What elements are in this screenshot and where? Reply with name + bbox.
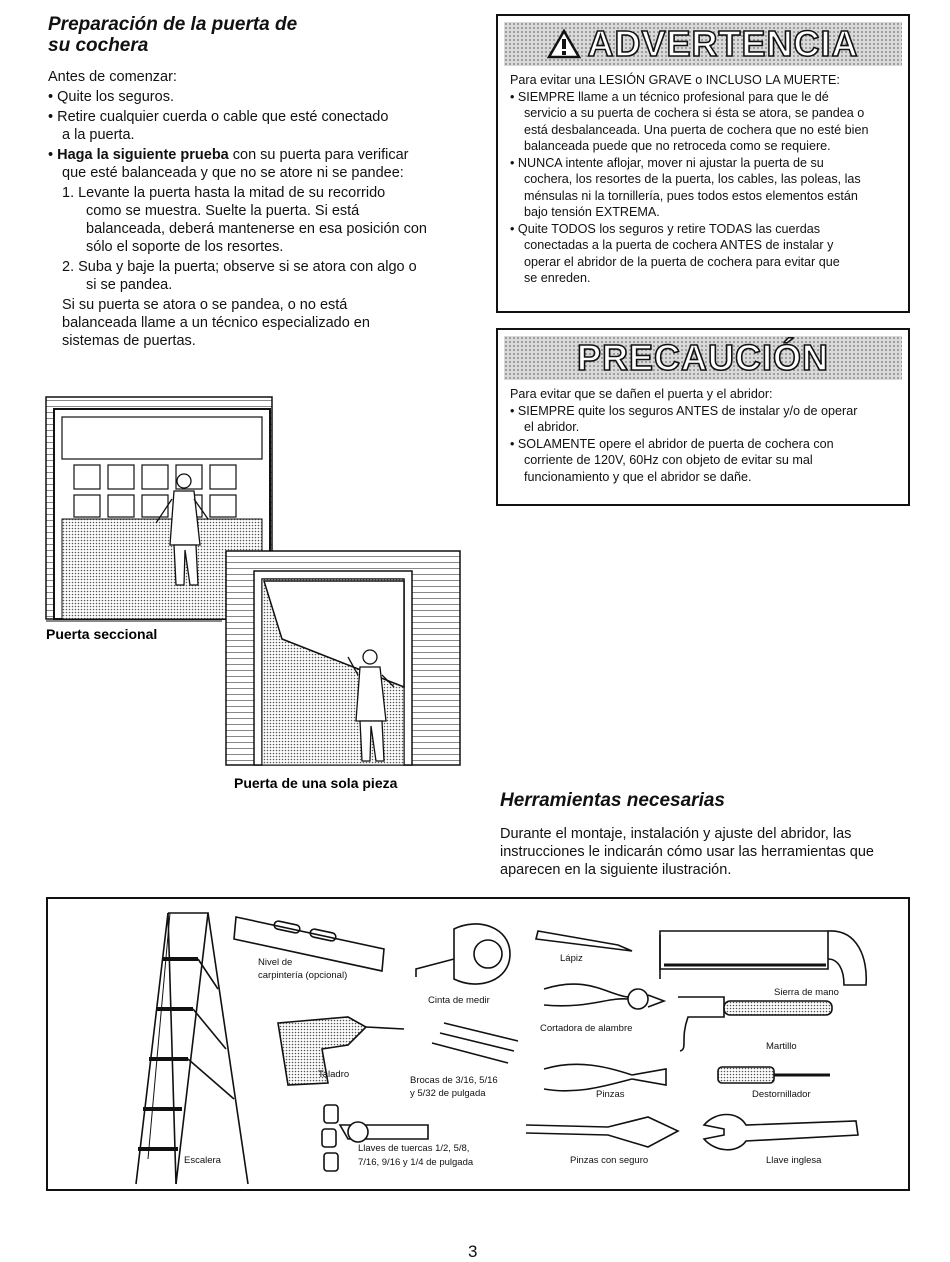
label-hacksaw: Sierra de mano — [774, 987, 839, 998]
prep-body — [48, 68, 468, 350]
ladder-icon — [136, 913, 248, 1184]
prep-step-2-l2: si se pandea. — [86, 277, 173, 293]
hacksaw-icon — [660, 931, 866, 985]
prep-step-1-l4: sólo el soporte de los resortes. — [86, 239, 284, 255]
prep-bullet-3-rest: con su puerta para verificar — [228, 147, 409, 163]
prep-note-l2: balanceada llame a un técnico especializado en — [62, 315, 370, 331]
label-tape: Cinta de medir — [428, 995, 490, 1006]
label-sockets-l2: 7/16, 9/16 y 1/4 de pulgada — [358, 1157, 474, 1168]
warning-text — [498, 66, 908, 295]
warning-box — [496, 14, 910, 313]
warning-b2-l2: cochera, los resortes de la puerta, los cables, las poleas, las — [524, 172, 861, 186]
prep-bullet-1: • Quite los seguros. — [48, 89, 174, 105]
warning-banner — [504, 22, 902, 66]
prep-intro: Antes de comenzar: — [48, 69, 177, 85]
warning-b2-l1: • NUNCA intente aflojar, mover ni ajustar la puerta de su — [510, 155, 824, 170]
warning-b2-l4: bajo tensión EXTREMA. — [524, 205, 660, 219]
wire-cutter-icon — [544, 984, 664, 1009]
caution-b2-l2: corriente de 120V, 60Hz con objeto de evitar su mal — [524, 453, 813, 467]
hammer-icon — [678, 997, 832, 1051]
tools-desc — [500, 825, 920, 879]
pliers-icon — [544, 1064, 666, 1091]
warning-b1-l1: • SIEMPRE llame a un técnico profesional para que le dé — [510, 89, 829, 104]
prep-bullet-3-cont: que esté balanceada y que no se atore ni se pandee: — [62, 165, 404, 181]
sectional-caption: Puerta seccional — [46, 626, 158, 642]
prep-step-1-l3: balanceada, deberá mantenerse en esa posición con — [86, 221, 427, 237]
page-number: 3 — [468, 1242, 478, 1261]
prep-step-2: 2. Suba y baje la puerta; observe si se atora con algo o — [62, 259, 417, 275]
label-pencil: Lápiz — [560, 953, 583, 964]
warning-b1-l4: balanceada puede que no retroceda como se requiere. — [524, 139, 831, 153]
tools-desc-l2: instrucciones le indicarán cómo usar las herramientas que — [500, 844, 874, 860]
caution-b2-l1: • SOLAMENTE opere el abridor de puerta de cochera con — [510, 436, 834, 451]
label-hammer: Martillo — [766, 1041, 797, 1052]
pencil-icon — [536, 931, 632, 951]
warning-intro: Para evitar una LESIÓN GRAVE o INCLUSO LA MUERTE: — [510, 73, 840, 87]
label-wire-cutter: Cortadora de alambre — [540, 1023, 633, 1034]
label-level-l1: Nivel de — [258, 957, 293, 968]
tools-title: Herramientas necesarias — [500, 790, 725, 811]
warning-b3-l4: se enreden. — [524, 271, 591, 285]
adjustable-wrench-icon — [704, 1115, 858, 1150]
caution-b1-l2: el abridor. — [524, 420, 580, 434]
tape-measure-icon — [416, 924, 510, 984]
label-screwdriver: Destornillador — [752, 1089, 811, 1100]
prep-bullet-2-cont: a la puerta. — [62, 127, 135, 143]
label-level-l2: carpintería (opcional) — [258, 970, 348, 981]
label-pliers: Pinzas — [596, 1089, 625, 1100]
caution-text — [498, 380, 908, 493]
prep-title — [48, 14, 468, 56]
caution-b2-l3: funcionamiento y que el abridor se dañe. — [524, 469, 752, 484]
locking-pliers-icon — [526, 1117, 678, 1147]
prep-title-line1: Preparación de la puerta de — [48, 14, 298, 35]
label-drill: Taladro — [318, 1069, 350, 1080]
prep-bullet-3: • Haga la siguiente prueba con su puerta para verificar — [48, 147, 409, 163]
label-wrench: Llave inglesa — [766, 1155, 822, 1166]
onepiece-caption: Puerta de una sola pieza — [234, 775, 398, 791]
label-ladder: Escalera — [184, 1155, 221, 1166]
tools-box — [46, 897, 910, 1191]
prep-bullet-3-bold: Haga la siguiente prueba — [57, 147, 229, 163]
prep-title-line2: su cochera — [48, 35, 149, 56]
warning-b2-l3: ménsulas ni la tornillería, pues todos estos elementos están — [524, 188, 858, 203]
caution-box — [496, 328, 910, 506]
door-illustrations — [44, 395, 464, 791]
warning-b3-l2: conectadas a la puerta de cochera ANTES de instalar y — [524, 238, 834, 252]
warning-banner-text: ADVERTENCIA — [587, 23, 859, 64]
caution-banner — [504, 336, 902, 380]
label-bits-l1: Brocas de 3/16, 5/16 — [410, 1075, 498, 1086]
label-bits-l2: y 5/32 de pulgada — [410, 1088, 486, 1099]
onepiece-door-figure — [226, 551, 460, 765]
tools-desc-l1: Durante el montaje, instalación y ajuste del abridor, las — [500, 826, 852, 842]
prep-note-l1: Si su puerta se atora o se pandea, o no está — [62, 297, 348, 313]
tools-desc-l3: aparecen en la siguiente ilustración. — [500, 862, 732, 878]
tools-section — [500, 790, 920, 879]
caution-banner-text: PRECAUCIÓN — [576, 337, 829, 378]
prep-note-l3: sistemas de puertas. — [62, 333, 196, 349]
warning-triangle-icon — [547, 29, 581, 59]
warning-b3-l3: operar el abridor de la puerta de cochera para evitar que — [524, 254, 840, 269]
warning-b1-l2: servicio a su puerta de cochera si ésta se atora, se pandea o — [524, 106, 865, 120]
caution-intro: Para evitar que se dañen el puerta y el abridor: — [510, 387, 773, 401]
warning-b1-l3: está desbalanceada. Una puerta de cochera que no esté bien — [524, 122, 869, 137]
level-icon — [234, 917, 384, 971]
label-locking-pliers: Pinzas con seguro — [570, 1155, 649, 1166]
prep-step-1-l2: como se muestra. Suelte la puerta. Si está — [86, 203, 360, 219]
drill-bits-icon — [432, 1023, 518, 1063]
label-sockets-l1: Llaves de tuercas 1/2, 5/8, — [358, 1143, 470, 1154]
caution-b1-l1: • SIEMPRE quite los seguros ANTES de instalar y/o de operar — [510, 403, 858, 418]
warning-b3-l1: • Quite TODOS los seguros y retire TODAS las cuerdas — [510, 221, 821, 236]
prep-bullet-2: • Retire cualquier cuerda o cable que esté conectado — [48, 109, 389, 125]
prep-section — [48, 14, 468, 350]
screwdriver-icon — [718, 1067, 830, 1083]
prep-step-1: 1. Levante la puerta hasta la mitad de su recorrido — [62, 185, 386, 201]
